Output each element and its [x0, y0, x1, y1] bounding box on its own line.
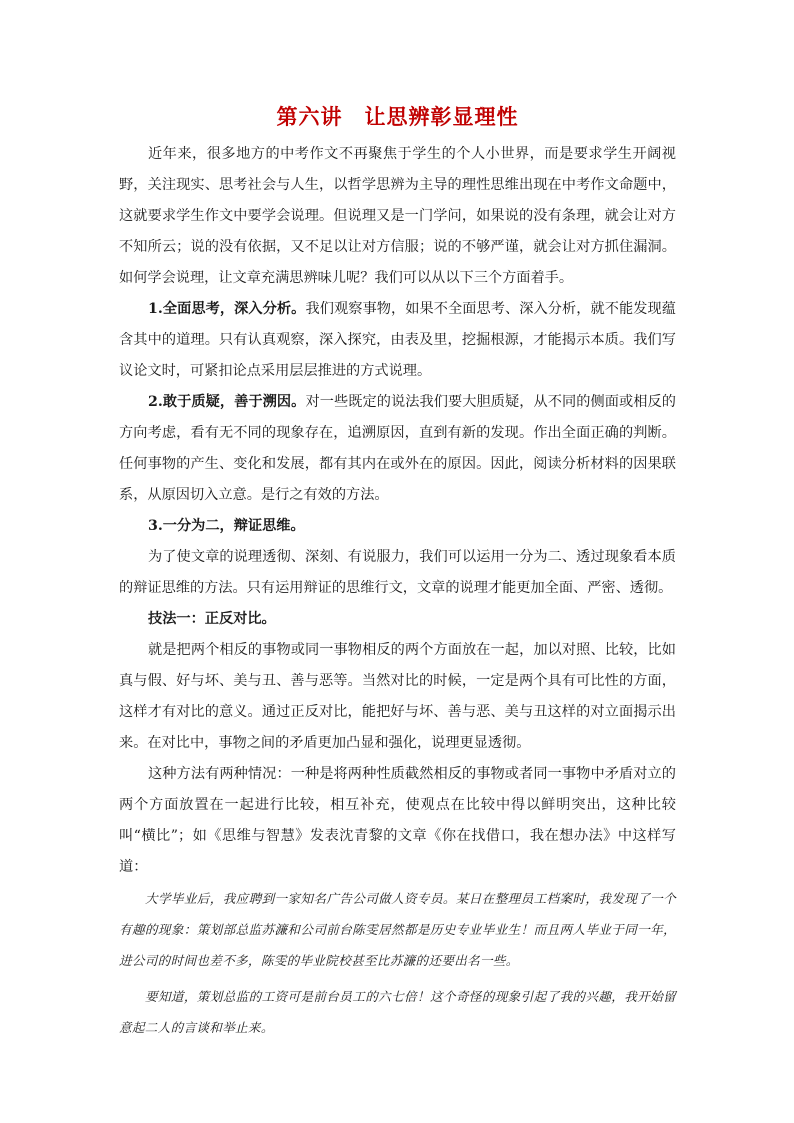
- point-3-heading: 3.一分为二，辩证思维。: [148, 518, 305, 534]
- quote-paragraph-1: 大学毕业后，我应聘到一家知名广告公司做人资专员。某日在整理员工档案时，我发现了一个有趣的现象：策划部总监苏濂和公司前台陈雯居然都是历史专业毕业生！而且两人毕业于同一年，进公司的时间也差不多，陈雯的毕业院校甚至比苏濂的还要出名一些。: [119, 891, 676, 968]
- point-2-paragraph: [119, 387, 676, 511]
- method-1-heading: 技法一：正反对比。: [148, 611, 276, 627]
- point-1-body: 我们观察事物，如果不全面思考、深入分析，就不能发现蕴含其中的道理。只有认真观察，深入探究，由表及里，挖掘根源，才能揭示本质。我们写议论文时，可紧扣论点采用层层推进的方式说理。: [119, 301, 676, 379]
- method-1-paragraph: [119, 604, 676, 635]
- point-1-heading: 1.全面思考，深入分析。: [148, 301, 306, 317]
- intro-paragraph: 近年来，很多地方的中考作文不再聚焦于学生的个人小世界，而是要求学生开阔视野，关注现实、思考社会与人生，以哲学思辨为主导的理性思维出现在中考作文命题中，这就要求学生作文中要学会说理。但说理又是一门学问，如果说的没有条理，就会让对方不知所云；说的没有依据，又不足以让对方信服；说的不够严谨，就会让对方抓住漏洞。如何学会说理，让文章充满思辨味儿呢？我们可以从以下三个方面着手。: [119, 146, 676, 286]
- point-2-body: 对一些既定的说法我们要大胆质疑，从不同的侧面或相反的方向考虑，看有无不同的现象存在，追溯原因，直到有新的发现。作出全面正确的判断。任何事物的产生、变化和发展，都有其内在或外在的原因。因此，阅读分析材料的因果联系，从原因切入立意。是行之有效的方法。: [119, 394, 676, 503]
- point-3-body: 为了使文章的说理透彻、深刻、有说服力，我们可以运用一分为二、透过现象看本质的辩证思维的方法。只有运用辩证的思维行文，文章的说理才能更加全面、严密、透彻。: [119, 549, 676, 596]
- point-2-heading: 2.敢于质疑，善于溯因。: [148, 394, 306, 410]
- point-1-paragraph: [119, 294, 676, 387]
- method-1-body: 就是把两个相反的事物或同一事物相反的两个方面放在一起，加以对照、比较，比如真与假、好与坏、美与丑、善与恶等。当然对比的时候，一定是两个具有可比性的方面，这样才有对比的意义。通过正反对比，能把好与坏、善与恶、美与丑这样的对立面揭示出来。在对比中，事物之间的矛盾更加凸显和强化，说理更显透彻。: [119, 642, 676, 751]
- point-3-paragraph: [119, 511, 676, 542]
- page-title: 第六讲 让思辨彰显理性: [276, 104, 519, 129]
- method-1-types: 这种方法有两种情况：一种是将两种性质截然相反的事物或者同一事物中矛盾对立的两个方面放置在一起进行比较，相互补充，使观点在比较中得以鲜明突出，这种比较叫“横比”；如《思维与智慧》发表沈青黎的文章《你在找借口，我在想办法》中这样写道：: [119, 766, 676, 875]
- quote-paragraph-2: 要知道，策划总监的工资可是前台员工的六七倍！这个奇怪的现象引起了我的兴趣，我开始留意起二人的言谈和举止来。: [119, 989, 676, 1035]
